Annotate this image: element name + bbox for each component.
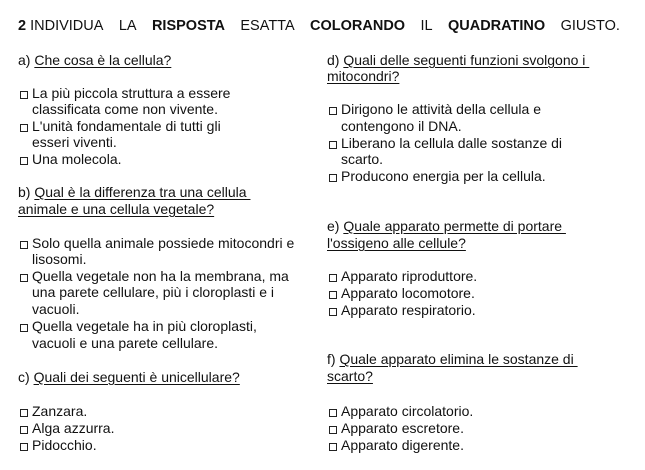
question-text: animale e una cellula vegetale? (18, 201, 215, 217)
checkbox-square-icon[interactable] (20, 91, 28, 99)
question-text: Quali dei seguenti è unicellulare? (33, 369, 240, 385)
option-text: scarto. (341, 151, 384, 167)
option-text: Quella vegetale non ha la membrana, ma (32, 268, 289, 284)
option-text: Apparato respiratorio. (341, 302, 476, 318)
checkbox-square-icon[interactable] (329, 107, 337, 115)
question-line (18, 52, 171, 69)
question-line (327, 68, 399, 85)
option-text: Apparato circolatorio. (341, 403, 474, 419)
option-text: Dirigono le attività della cellula e (341, 101, 541, 117)
option-text: vacuoli. (32, 301, 80, 317)
question-line (327, 218, 566, 235)
option-text: esseri viventi. (32, 134, 117, 150)
option-text: Solo quella animale possiede mitocondri e (32, 235, 295, 251)
option-text: Producono energia per la cellula. (341, 168, 546, 184)
question-label: c) (18, 369, 34, 385)
question-label: f) (327, 351, 340, 367)
title-word: LA (118, 18, 137, 34)
checkbox-square-icon[interactable] (20, 443, 28, 451)
checkbox-square-icon[interactable] (329, 443, 337, 451)
checkbox-square-icon[interactable] (20, 241, 28, 249)
question-text: Quali delle seguenti funzioni svolgono i (343, 52, 590, 68)
option-text: Quella vegetale ha in più cloroplasti, (32, 318, 257, 334)
option-text: contengono il DNA. (341, 118, 462, 134)
question-line (18, 184, 250, 201)
checkbox-square-icon[interactable] (20, 157, 28, 165)
title-word (18, 17, 103, 35)
checkbox-square-icon[interactable] (329, 426, 337, 434)
question-text: Qual è la differenza tra una cellula (34, 184, 251, 200)
question-label: e) (327, 218, 344, 234)
title-word: IL (420, 18, 433, 34)
exercise-number: 2 (18, 18, 27, 34)
question-line (18, 201, 214, 218)
option-text: L'unità fondamentale di tutti gli (32, 118, 221, 134)
checkbox-square-icon[interactable] (20, 324, 28, 332)
option-text: Apparato locomotore. (341, 285, 475, 301)
question-label: d) (327, 52, 344, 68)
question-line (327, 368, 373, 385)
checkbox-square-icon[interactable] (20, 409, 28, 417)
checkbox-square-icon[interactable] (329, 409, 337, 417)
title-word: COLORANDO (310, 18, 406, 34)
option-text: lisosomi. (32, 251, 87, 267)
option-text: Liberano la cellula dalle sostanze di (341, 135, 563, 151)
option-text: Zanzara. (32, 403, 88, 419)
title-word: QUADRATINO (447, 18, 546, 34)
question-text: l'ossigeno alle cellule? (327, 235, 466, 251)
checkbox-square-icon[interactable] (329, 291, 337, 299)
option-text: classificata come non vivente. (32, 101, 218, 117)
question-text: Quale apparato permette di portare (343, 218, 566, 234)
question-line (327, 235, 466, 252)
option-text: Alga azzurra. (32, 420, 115, 436)
checkbox-square-icon[interactable] (20, 426, 28, 434)
checkbox-square-icon[interactable] (329, 174, 337, 182)
option-text: vacuoli e una parete cellulare. (32, 335, 219, 351)
question-line (327, 52, 589, 69)
question-line (18, 369, 240, 386)
option-text: La più piccola struttura a essere (32, 85, 231, 101)
question-text: mitocondri? (327, 68, 400, 84)
option-text: Apparato digerente. (341, 437, 464, 453)
question-text: scarto? (327, 368, 373, 384)
question-text: Quale apparato elimina le sostanze di (339, 351, 578, 367)
checkbox-square-icon[interactable] (20, 274, 28, 282)
checkbox-square-icon[interactable] (329, 274, 337, 282)
title-word: INDIVIDUA (26, 18, 104, 34)
question-label: a) (18, 52, 35, 68)
option-text: Apparato riproduttore. (341, 268, 478, 284)
question-text: Che cosa è la cellula? (34, 52, 172, 68)
exercise-title (18, 17, 620, 35)
checkbox-square-icon[interactable] (329, 141, 337, 149)
checkbox-square-icon[interactable] (329, 308, 337, 316)
title-word: GIUSTO. (560, 18, 620, 34)
option-text: Apparato escretore. (341, 420, 464, 436)
checkbox-square-icon[interactable] (20, 124, 28, 132)
title-word: RISPOSTA (151, 18, 225, 34)
title-word: ESATTA (240, 18, 295, 34)
option-text: una parete cellulare, più i cloroplasti e i (32, 284, 275, 300)
option-text: Una molecola. (32, 151, 122, 167)
question-label: b) (18, 184, 35, 200)
option-text: Pidocchio. (32, 437, 97, 453)
question-line (327, 351, 578, 368)
